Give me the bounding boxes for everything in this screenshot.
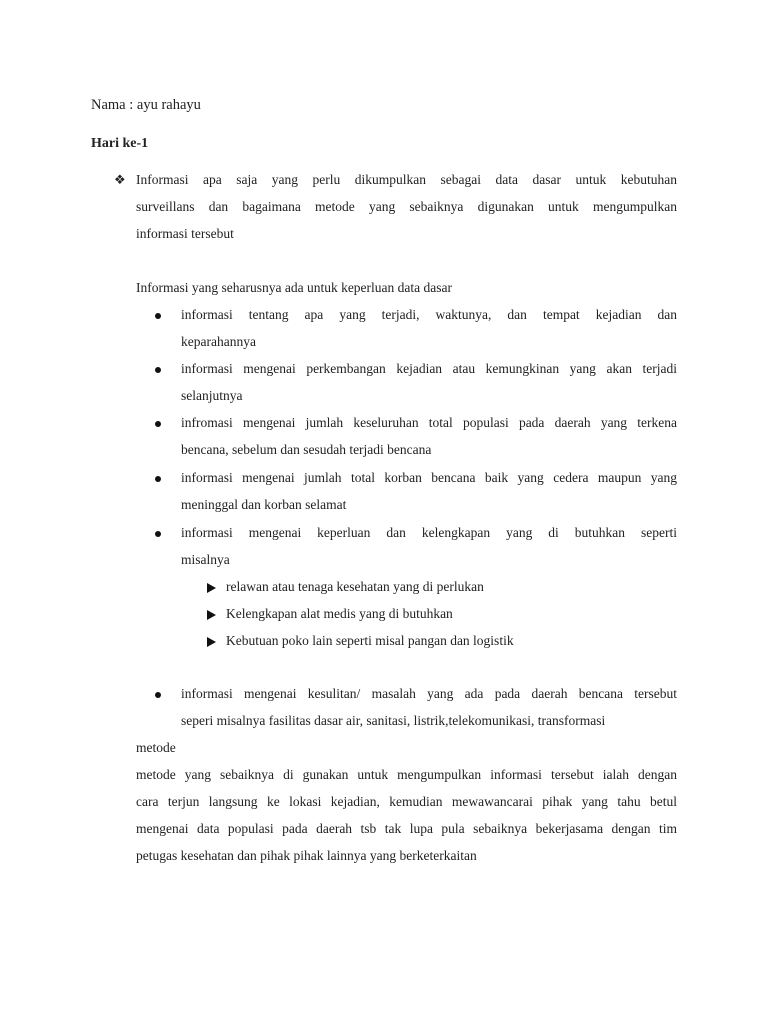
method-heading: metode [136,740,176,755]
bullet-4-line-2: meninggal dan korban selamat [181,497,347,512]
info-intro: Informasi yang seharusnya ada untuk keperluan data dasar [136,280,453,295]
bullet-1-line-1: informasi tentang apa yang terjadi, waktunya, dan tempat kejadian dan [181,307,677,322]
arrow-bullet-icon [207,610,216,620]
method-line-3: mengenai data populasi pada daerah tsb tak lupa pula sebaiknya bekerjasama dengan tim [136,821,677,836]
method-line-1: metode yang sebaiknya di gunakan untuk mengumpulkan informasi tersebut ialah dengan [136,767,677,782]
bullet-5-line-2: misalnya [181,552,230,567]
bullet-2-line-2: selanjutnya [181,388,243,403]
bullet-icon [155,421,161,427]
bullet-icon [155,692,161,698]
bullet-icon [155,531,161,537]
last-bullet-line-2: seperi misalnya fasilitas dasar air, sanitasi, listrik,telekomunikasi, transformasi [181,713,606,728]
bullet-5-line-1: informasi mengenai keperluan dan kelengkapan yang di butuhkan seperti [181,525,677,540]
sub-item-3: Kebutuan poko lain seperti misal pangan dan logistik [226,633,514,648]
question-line-2: surveillans dan bagaimana metode yang sebaiknya digunakan untuk mengumpulkan [136,199,677,214]
sub-item-1: relawan atau tenaga kesehatan yang di perlukan [226,579,484,594]
bullet-2-line-1: informasi mengenai perkembangan kejadian atau kemungkinan yang akan terjadi [181,361,677,376]
bullet-3-line-1: infromasi mengenai jumlah keseluruhan total populasi pada daerah yang terkena [181,415,677,430]
bullet-3-line-2: bencana, sebelum dan sesudah terjadi bencana [181,442,432,457]
sub-item-2: Kelengkapan alat medis yang di butuhkan [226,606,453,621]
question-line-3: informasi tersebut [136,226,234,241]
bullet-1-line-2: keparahannya [181,334,256,349]
last-bullet-line-1: informasi mengenai kesulitan/ masalah yang ada pada daerah bencana tersebut [181,686,677,701]
arrow-bullet-icon [207,583,216,593]
student-name-line: Nama : ayu rahayu [91,97,201,113]
diamond-bullet-icon: ❖ [114,172,126,187]
bullet-4-line-1: informasi mengenai jumlah total korban bencana baik yang cedera maupun yang [181,470,677,485]
bullet-icon [155,476,161,482]
arrow-bullet-icon [207,637,216,647]
bullet-icon [155,367,161,373]
question-line-1: Informasi apa saja yang perlu dikumpulkan sebagai data dasar untuk kebutuhan [136,172,677,187]
method-line-2: cara terjun langsung ke lokasi kejadian, kemudian mewawancarai pihak yang tahu betul [136,794,677,809]
bullet-icon [155,313,161,319]
day-heading: Hari ke-1 [91,136,149,151]
method-line-4: petugas kesehatan dan pihak pihak lainnya yang berketerkaitan [136,848,477,863]
